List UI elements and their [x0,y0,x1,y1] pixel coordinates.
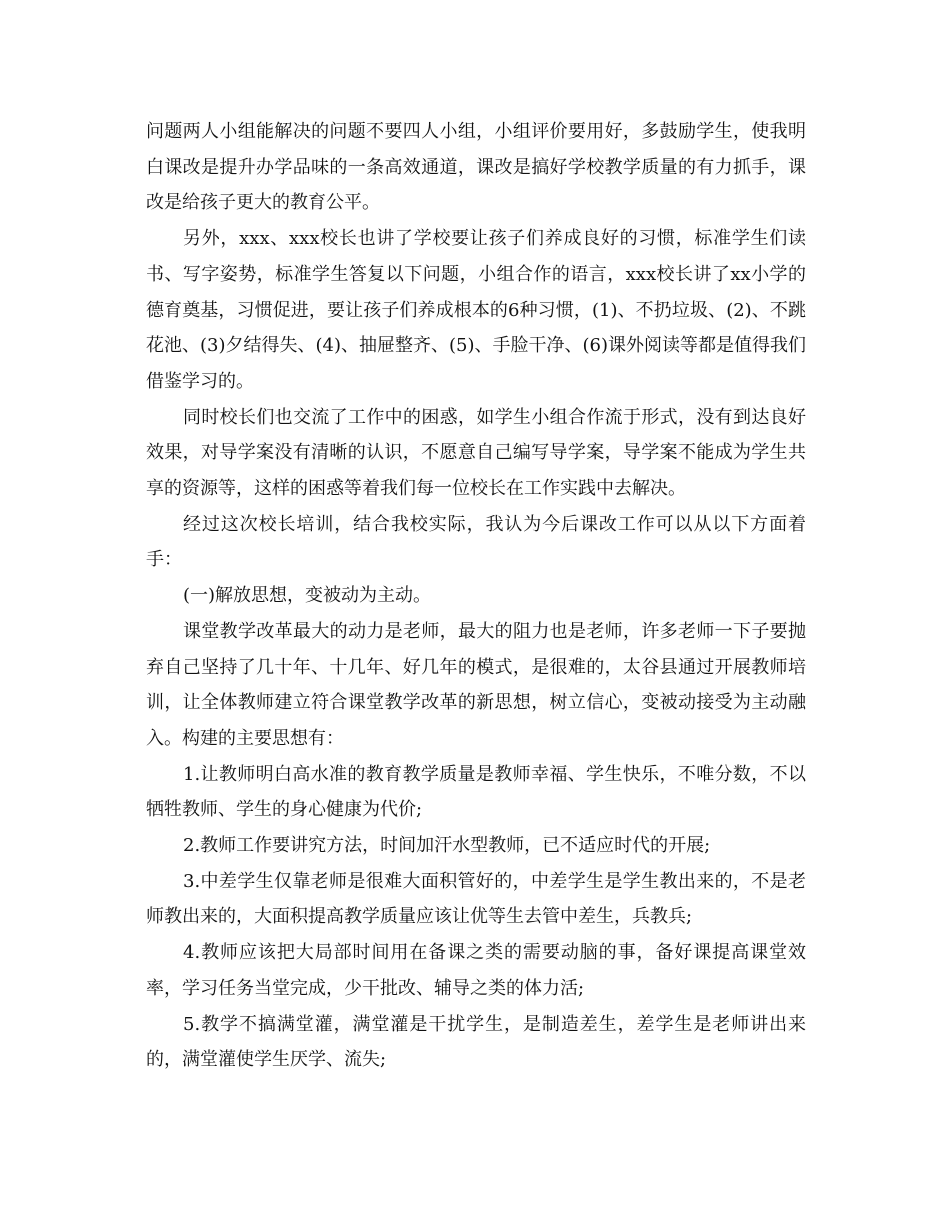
paragraph-conclusion-intro: 经过这次校长培训，结合我校实际，我认为今后课改工作可以从以下方面着手： [146,513,806,571]
paragraph-reform-motivation: 课堂教学改革最大的动力是老师，最大的阻力也是老师，许多老师一下子要抛弃自己坚持了几十年、十几年、好几年的模式，是很难的，太谷县通过开展教师培训，让全体教师建立符合课堂教学改革的新思想，树立信心，变被动接受为主动融入。构建的主要思想有： [146,620,806,749]
list-item-2: 2.教师工作要讲究方法，时间加汗水型教师，已不适应时代的开展; [183,835,711,857]
document-body [146,114,806,1078]
list-item-1: 1.让教师明白高水准的教育教学质量是教师幸福、学生快乐，不唯分数，不以牺牲教师、学生的身心健康为代价; [146,763,806,821]
paragraph-continuation: 问题两人小组能解决的问题不要四人小组，小组评价要用好，多鼓励学生，使我明白课改是提升办学品味的一条高效通道，课改是搞好学校教学质量的有力抓手，课改是给孩子更大的教育公平。 [146,121,806,214]
paragraph-confusions: 同时校长们也交流了工作中的困惑，如学生小组合作流于形式，没有到达良好效果，对导学案没有清晰的认识，不愿意自己编写导学案，导学案不能成为学生共享的资源等，这样的困惑等着我们每一位校长在工作实践中去解决。 [146,406,806,500]
paragraph-habits: 另外，xxx、xxx校长也讲了学校要让孩子们养成良好的习惯，标准学生们读书、写字姿势，标准学生答复以下问题，小组合作的语言，xxx校长讲了xx小学的德育奠基，习惯促进，要让孩子们养成根本的6种习惯，(1)、不扔垃圾、(2)、不跳花池、(3)夕结得失、(4)、抽屉整齐、(5)、手脸干净、(6)课外阅读等都是值得我们借鉴学习的。 [146,228,806,392]
list-item-5: 5.教学不搞满堂灌，满堂灌是干扰学生，是制造差生，差学生是老师讲出来的，满堂灌使学生厌学、流失; [146,1013,806,1071]
list-item-4: 4.教师应该把大局部时间用在备课之类的需要动脑的事，备好课提高课堂效率，学习任务当堂完成，少干批改、辅导之类的体力活; [146,942,806,999]
section-heading-1: (一)解放思想，变被动为主动。 [183,585,432,607]
list-item-3: 3.中差学生仅靠老师是很难大面积管好的，中差学生是学生教出来的，不是老师教出来的，大面积提高教学质量应该让优等生去管中差生，兵教兵; [146,870,806,928]
